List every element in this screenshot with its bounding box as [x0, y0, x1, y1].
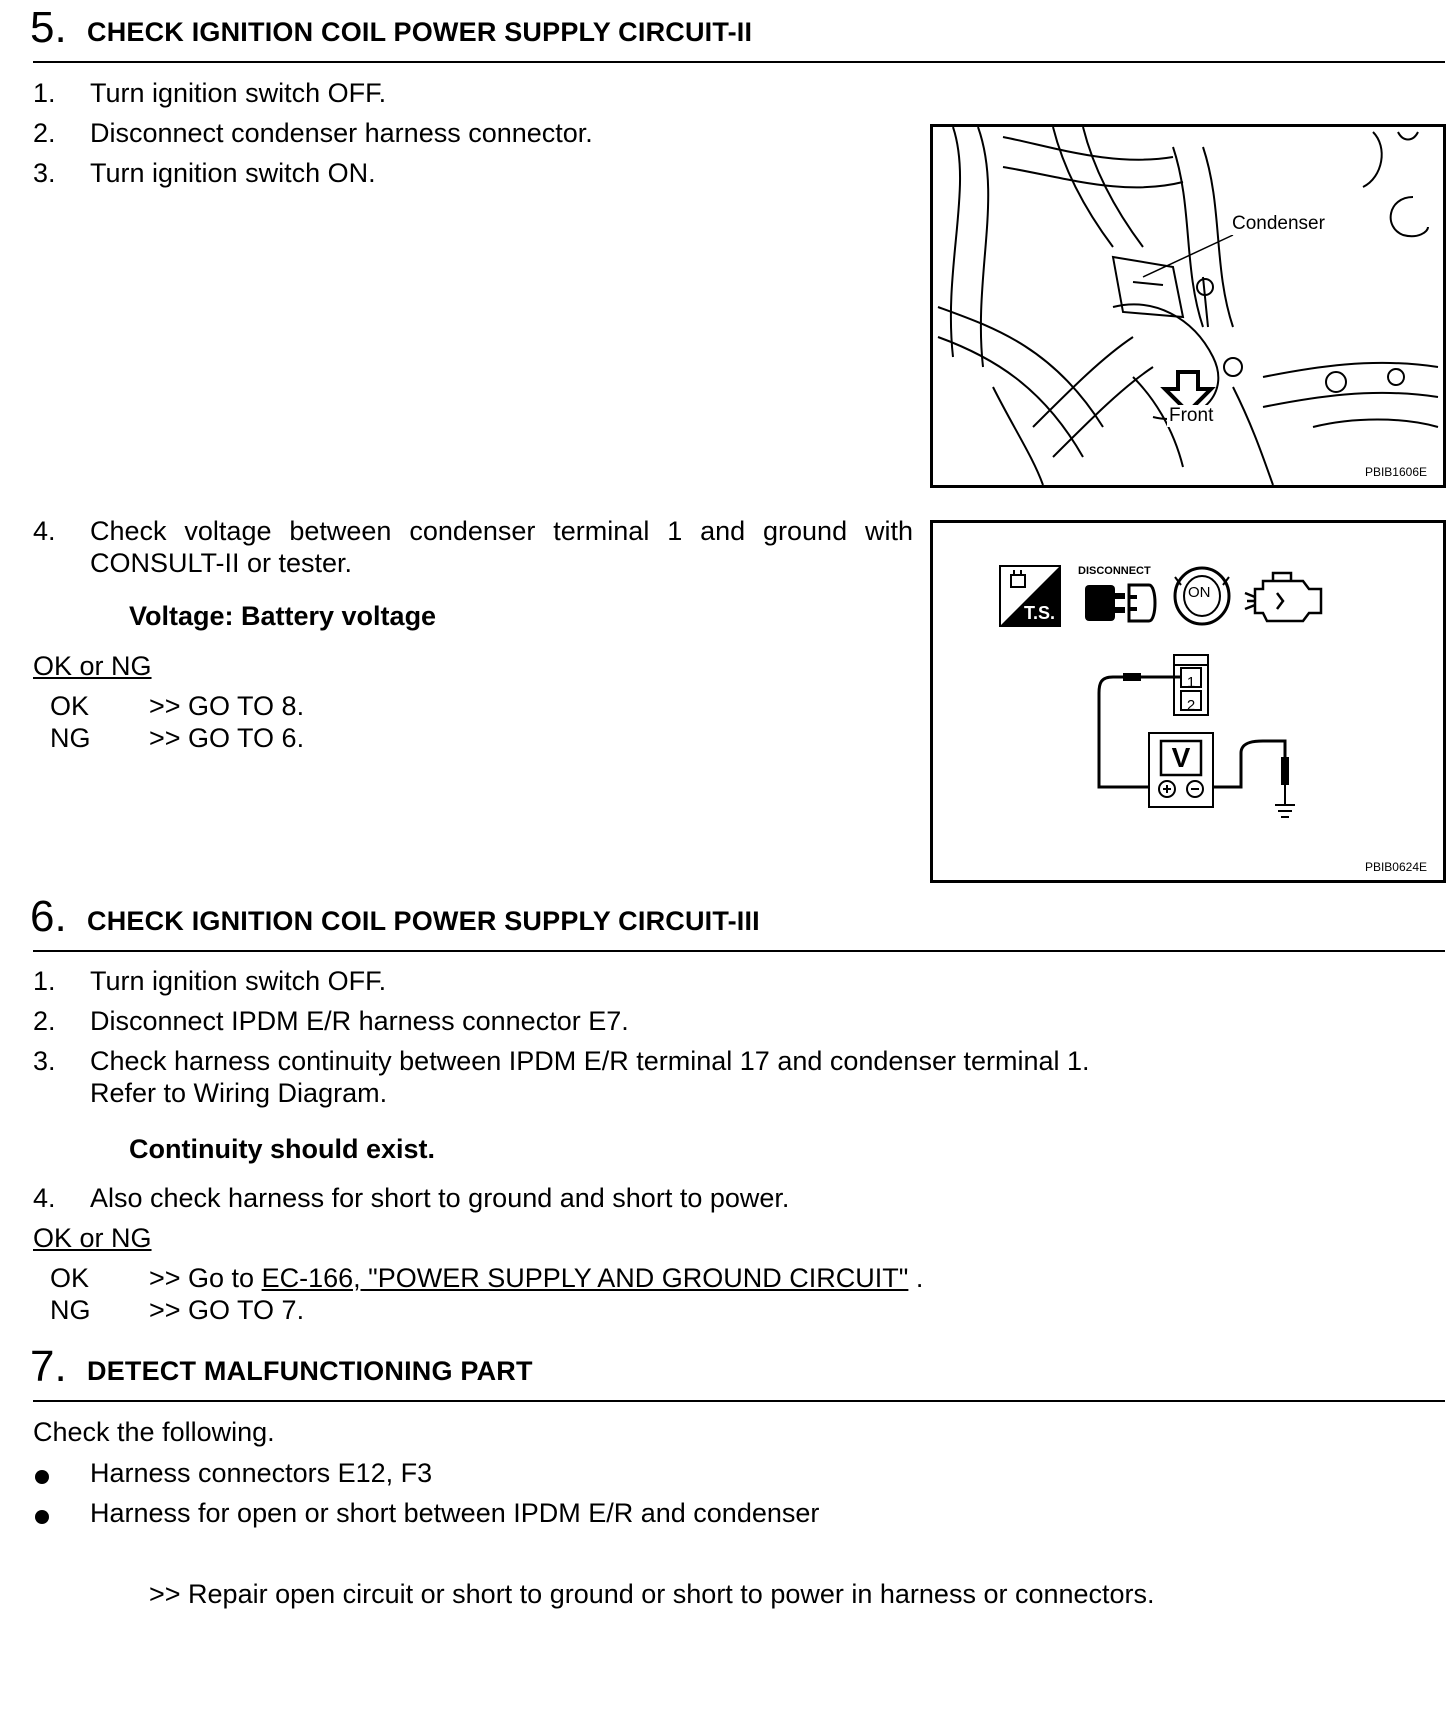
ok-label: OK [50, 691, 90, 721]
spec-text: Voltage: Battery voltage [129, 601, 437, 631]
step-text: Turn ignition switch OFF. [90, 966, 387, 996]
ok-or-ng-heading: OK or NG [33, 651, 152, 681]
step-number: 1. [33, 966, 56, 996]
section-5-rule [33, 61, 1445, 63]
step-number: 4. [33, 1183, 56, 1213]
step-number: 2. [33, 1006, 56, 1036]
bullet-icon [35, 1510, 49, 1524]
section-6-title: CHECK IGNITION COIL POWER SUPPLY CIRCUIT-III [87, 906, 760, 936]
list-item: Harness for open or short between IPDM E/R and condenser [90, 1498, 820, 1528]
step-number: 2. [33, 118, 56, 148]
spec-text: Continuity should exist. [129, 1134, 436, 1164]
power-supply-ground-circuit-link[interactable]: EC-166, "POWER SUPPLY AND GROUND CIRCUIT" [261, 1263, 909, 1293]
step-number: 3. [33, 158, 56, 188]
list-item: Harness connectors E12, F3 [90, 1458, 433, 1488]
tester-circuit-diagram [1093, 653, 1333, 833]
ng-label: NG [50, 1295, 91, 1325]
on-label: ON [1188, 584, 1211, 601]
section-6-number: 6. [30, 892, 67, 941]
intro-text: Check the following. [33, 1417, 275, 1447]
front-label: Front [1169, 405, 1214, 426]
ok-label: OK [50, 1263, 90, 1293]
ok-result-suffix: . [908, 1263, 924, 1293]
section-7-title: DETECT MALFUNCTIONING PART [87, 1356, 533, 1386]
voltage-check-figure [930, 520, 1446, 883]
step-text: Check voltage between condenser terminal 1 and ground with [90, 516, 913, 546]
terminal-1-label: 1 [1186, 674, 1196, 691]
step-text: Refer to Wiring Diagram. [90, 1078, 388, 1108]
step-text: CONSULT-II or tester. [90, 548, 353, 578]
section-5-number: 5. [30, 3, 67, 52]
bullet-icon [35, 1470, 49, 1484]
figure-code: PBIB1606E [1364, 465, 1427, 479]
ng-result: >> GO TO 7. [149, 1295, 305, 1325]
disconnect-label: DISCONNECT [1078, 565, 1151, 577]
step-text: Turn ignition switch ON. [90, 158, 376, 188]
ok-result-prefix: >> Go to [149, 1263, 262, 1293]
engine-icon [1243, 567, 1325, 629]
step-number: 1. [33, 78, 56, 108]
disconnect-connector-icon [1083, 579, 1159, 627]
step-text: Check harness continuity between IPDM E/R terminal 17 and condenser terminal 1. [90, 1046, 1090, 1076]
step-number: 3. [33, 1046, 56, 1076]
step-text: Disconnect condenser harness connector. [90, 118, 593, 148]
repair-result: >> Repair open circuit or short to ground or short to power in harness or connectors. [149, 1579, 1155, 1609]
ts-label: T.S. [1024, 603, 1056, 623]
section-5-title: CHECK IGNITION COIL POWER SUPPLY CIRCUIT-II [87, 17, 753, 47]
step-text: Disconnect IPDM E/R harness connector E7. [90, 1006, 629, 1036]
condenser-label: Condenser [1232, 213, 1325, 234]
condenser-location-figure [930, 124, 1446, 488]
step-text: Turn ignition switch OFF. [90, 78, 387, 108]
engine-bay-illustration [933, 127, 1443, 485]
ng-label: NG [50, 723, 91, 753]
step-number: 4. [33, 516, 56, 546]
step-text: Also check harness for short to ground and short to power. [90, 1183, 790, 1213]
voltmeter-label: V [1171, 742, 1191, 773]
ok-or-ng-heading: OK or NG [33, 1223, 152, 1253]
terminal-2-label: 2 [1186, 697, 1196, 714]
section-7-rule [33, 1400, 1445, 1402]
figure-code: PBIB0624E [1364, 860, 1427, 874]
ok-result [149, 1262, 923, 1294]
ok-result: >> GO TO 8. [149, 691, 305, 721]
section-6-rule [33, 950, 1445, 952]
ng-result: >> GO TO 6. [149, 723, 305, 753]
section-7-number: 7. [30, 1342, 67, 1391]
